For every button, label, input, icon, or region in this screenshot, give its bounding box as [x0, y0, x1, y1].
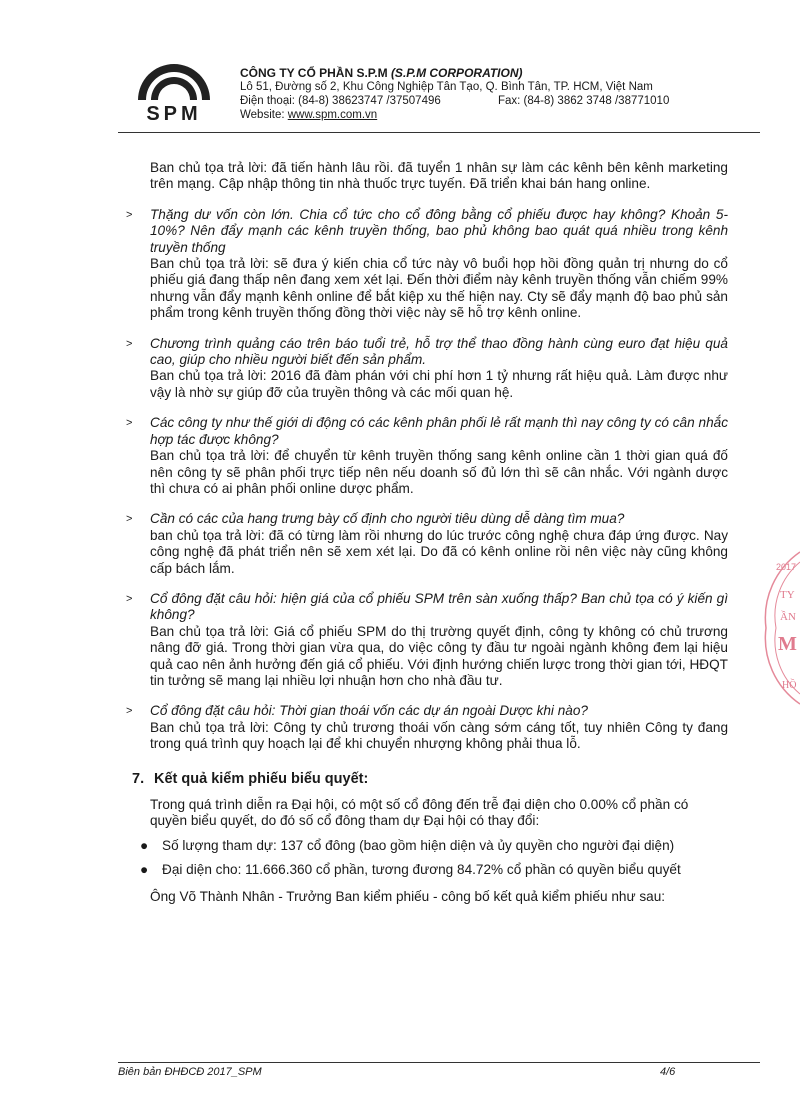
- qa-answer: Ban chủ tọa trả lời: sẽ đưa ý kiến chia cổ tức này vô buổi họp hồi đồng quản trị nhưng do cổ phiếu giá đang thấp nên đang xem xét lại. Đến thời điểm này kênh truyền thống vẫn chiếm 99% nhưng vẫn đẩy mạnh kênh online để bắt kiệp xu thế hiện nay. Cty sẽ đẩy mạnh độ bao phủ sản phẩm trong kênh truyền thống đồng thời việc này sẽ hỗ trợ kênh online.: [150, 256, 728, 321]
- qa-question: > Thặng dư vốn còn lớn. Chia cổ tức cho cổ đông bằng cổ phiếu được hay không? Khoản 5-10%? Nên đẩy mạnh các kênh truyền thống, bao phủ không bao quát quá nhiều trong kênh truyền thống: [126, 206, 728, 255]
- arrow-bullet-icon: >: [126, 705, 133, 718]
- letterhead: [240, 66, 670, 122]
- company-name: CÔNG TY CỔ PHẦN S.P.M (S.P.M CORPORATION): [240, 66, 523, 80]
- qa-question: > Chương trình quảng cáo trên báo tuổi trẻ, hỗ trợ thể thao đồng hành cùng euro đạt hiệu quả cao, giúp cho nhiều người biết đến sản phẩm.: [126, 335, 728, 368]
- company-phone: Điện thoại: (84-8) 38623747 /37507496: [240, 95, 441, 107]
- bullet-dot-icon: ●: [140, 862, 149, 878]
- website-link[interactable]: www.spm.com.vn: [287, 109, 378, 121]
- qa-answer: Ban chủ tọa trả lời: Giá cổ phiếu SPM do thị trường quyết định, công ty không có chủ trương nâng đỡ giá. Trong thời gian vừa qua, do việc công ty đầu tư ngoài ngành không đem lại hiệu quả cao nên ảnh hưởng đến giá cổ phiếu. Với định hướng chiến lược trong thời gian tới, HĐQT tin tưởng sẽ mang lại nhiều lợi nhuận hơn cho nhà đầu tư.: [150, 623, 728, 688]
- spm-logo: [118, 60, 230, 124]
- qa-answer: Ban chủ tọa trả lời: để chuyển từ kênh truyền thống sang kênh online cần 1 thời gian quá đố nên công ty sẽ phân phối trực tiếp nên nếu doanh số đủ lớn thì sẽ cân nhắc. Với ngành dược thì chưa có ai phân phối online dược phẩm.: [150, 448, 728, 496]
- qa-list: [118, 207, 728, 753]
- qa-answer: ban chủ tọa trả lời: đã có từng làm rồi nhưng do lúc trước công nghệ chưa đáp ứng được. Nay công nghệ đã phát triển nên sẽ xem xét lại. Do đã có kênh online rồi nên việc này cũng không cấp bách lắm.: [150, 527, 728, 576]
- svg-text:M: M: [778, 633, 797, 655]
- bullet-dot-icon: ●: [140, 837, 149, 853]
- company-address: Lô 51, Đường số 2, Khu Công Nghiệp Tân Tạo, Q. Bình Tân, TP. HCM, Việt Nam: [240, 81, 653, 93]
- intro-answer: Ban chủ tọa trả lời: đã tiến hành lâu rồi. đã tuyển 1 nhân sự làm các kênh bên kênh marketing trên mạng. Cập nhập thông tin nhà thuốc trực tuyến. Đã triển khai bán hang online.: [150, 160, 728, 192]
- header-divider: [118, 132, 760, 133]
- arrow-bullet-icon: >: [126, 337, 133, 350]
- arrow-bullet-icon: >: [126, 513, 133, 526]
- logo-text: SPM: [146, 103, 202, 124]
- company-fax: Fax: (84-8) 3862 3748 /38771010: [498, 95, 670, 107]
- qa-question: > Cổ đông đặt câu hỏi: hiện giá của cổ phiếu SPM trên sàn xuống thấp? Ban chủ tọa có ý kiến gì không?: [126, 590, 728, 623]
- arrow-bullet-icon: >: [126, 208, 133, 221]
- svg-text:HỒ: HỒ: [782, 680, 797, 691]
- svg-text:2017: 2017: [776, 562, 797, 572]
- qa-question: > Cổ đông đặt câu hỏi: Thời gian thoái vốn các dự án ngoài Dược khi nào?: [126, 703, 588, 719]
- bullet-item: ● Đại diện cho: 11.666.360 cổ phần, tương đương 84.72% cổ phần có quyền biểu quyết: [140, 862, 681, 878]
- section-number: 7.: [132, 770, 145, 787]
- document-body: [118, 160, 728, 905]
- qa-answer: Ban chủ tọa trả lời: Công ty chủ trương thoái vốn càng sớm cáng tốt, tuy nhiên Công ty đang trong quá trình quy hoạch lại để khi chuyển nhượng không phải thua lỗ.: [150, 719, 728, 752]
- section-intro: Trong quá trình diễn ra Đại hội, có một số cổ đông đến trễ đại diện cho 0.00% cổ phần có quyền biểu quyết, do đó số cổ đông tham dự Đại hội có thay đổi:: [150, 797, 689, 829]
- svg-text:ẦN: ẦN: [780, 611, 796, 623]
- footer-divider: [118, 1062, 760, 1063]
- qa-question: > Cần có các của hang trưng bày cố định cho người tiêu dùng dễ dàng tìm mua?: [126, 511, 625, 527]
- arrow-bullet-icon: >: [126, 592, 133, 605]
- section-heading: [132, 771, 728, 787]
- red-stamp: [758, 548, 800, 708]
- arrow-bullet-icon: >: [126, 417, 133, 430]
- section-title: Kết quả kiểm phiếu biểu quyết:: [154, 770, 369, 787]
- qa-question: > Các công ty như thế giới di động có các kênh phân phối lẻ rất mạnh thì nay công ty có cân nhắc hợp tác được không?: [126, 415, 728, 447]
- company-website: Website: www.spm.com.vn: [240, 109, 378, 121]
- svg-text:TY: TY: [780, 589, 795, 601]
- bullet-item: ● Số lượng tham dự: 137 cổ đông (bao gồm hiện diện và ủy quyền cho người đại diện): [140, 837, 675, 853]
- section-closing: Ông Võ Thành Nhân - Trưởng Ban kiểm phiếu - công bố kết quả kiểm phiếu như sau:: [150, 888, 666, 904]
- footer-title: Biên bản ĐHĐCĐ 2017_SPM: [118, 1066, 262, 1078]
- qa-answer: Ban chủ tọa trả lời: 2016 đã đàm phán với chi phí hơn 1 tỷ nhưng rất hiệu quả. Làm được như vậy là nhờ sự giúp đỡ của truyền thông và các mối quan hệ.: [150, 368, 728, 400]
- page-number: 4/6: [660, 1066, 676, 1078]
